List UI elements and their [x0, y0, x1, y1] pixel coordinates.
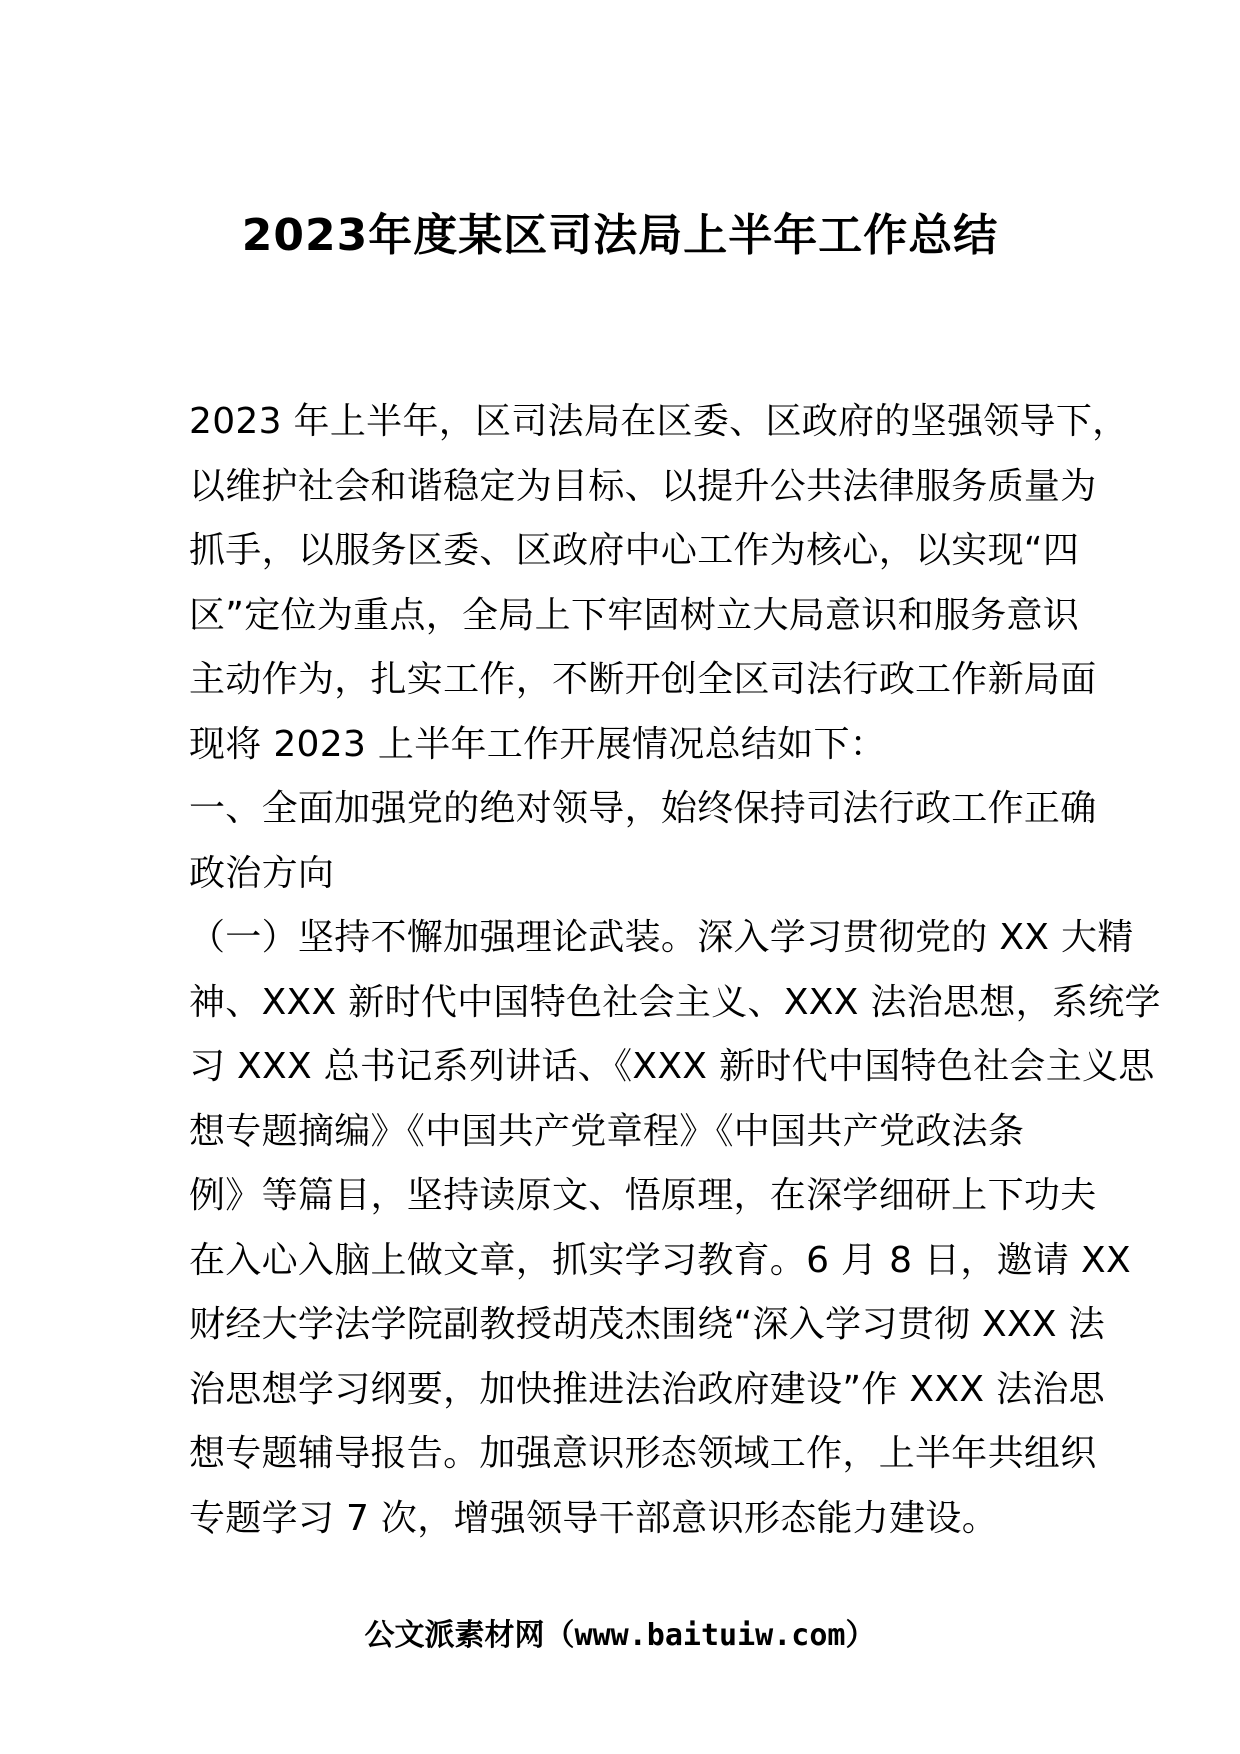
footer-watermark: [0, 1612, 1240, 1660]
body-line: 例》等篇目，坚持读原文、悟原理，在深学细研上下功夫: [189, 1175, 1097, 1216]
body-line: 习 XXX 总书记系列讲话、《XXX 新时代中国特色社会主义思: [189, 1046, 1155, 1087]
section-heading-line: 一、全面加强党的绝对领导，始终保持司法行政工作正确: [189, 788, 1097, 829]
body-line: 抓手，以服务区委、区政府中心工作为核心，以实现“四: [189, 530, 1080, 571]
body-line: 在入心入脑上做文章，抓实学习教育。6 月 8 日，邀请 XX: [189, 1239, 1131, 1281]
body-line: 现将 2023 上半年工作开展情况总结如下：: [189, 723, 887, 765]
body-line: 想专题辅导报告。加强意识形态领域工作，上半年共组织: [189, 1433, 1097, 1474]
section-heading-line: 政治方向: [189, 852, 335, 894]
footer-url: www.baituiw.com: [574, 1618, 846, 1653]
footer-site-name: 公文派素材网（: [364, 1618, 575, 1653]
document-body: [189, 390, 1161, 1551]
body-line: 财经大学法学院副教授胡茂杰围绕“深入学习贯彻 XXX 法: [189, 1304, 1105, 1345]
body-line: 区”定位为重点，全局上下牢固树立大局意识和服务意识: [189, 594, 1080, 636]
body-line: 主动作为，扎实工作，不断开创全区司法行政工作新局面: [189, 659, 1097, 700]
body-line: 神、XXX 新时代中国特色社会主义、XXX 法治思想，系统学: [189, 981, 1161, 1023]
body-line: 以维护社会和谐稳定为目标、以提升公共法律服务质量为: [189, 465, 1097, 507]
document-title: 2023年度某区司法局上半年工作总结: [241, 210, 999, 261]
body-line: 想专题摘编》《中国共产党章程》《中国共产党政法条: [189, 1110, 1025, 1152]
body-line: 专题学习 7 次，增强领导干部意识形态能力建设。: [189, 1497, 998, 1539]
footer-closing-paren: ）: [845, 1618, 876, 1653]
body-line: （一）坚持不懈加强理论武装。深入学习贯彻党的 XX 大精: [189, 917, 1134, 958]
body-line: 治思想学习纲要，加快推进法治政府建设”作 XXX 法治思: [189, 1368, 1105, 1410]
body-line: 2023 年上半年，区司法局在区委、区政府的坚强领导下，: [189, 401, 1129, 442]
